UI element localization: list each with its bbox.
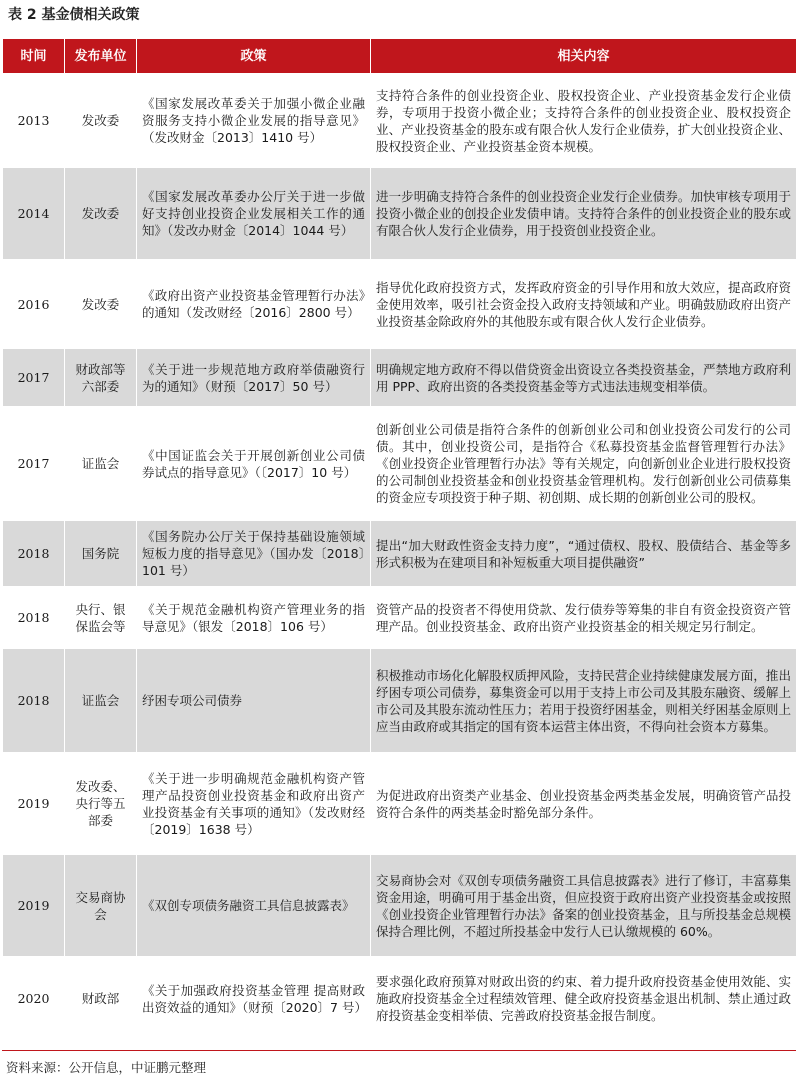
cell-issuer: 交易商协会	[65, 855, 137, 957]
cell-issuer: 发改委	[65, 168, 137, 260]
cell-content: 创新创业公司债是指符合条件的创新创业公司和创业投资公司发行的公司债。其中，创业投资公司，是指符合《私募投资基金监督管理暂行办法》《创业投资企业管理暂行办法》等有关规定，向创新创业企业进行股权投资的公司制创业投资基金和创业投资基金管理机构。发行创新创业公司债募集的资金应专项投资于种子期、初创期、成长期的创新创业公司的股权。	[371, 407, 797, 521]
cell-year: 2018	[3, 587, 65, 649]
table-row	[3, 168, 797, 260]
header-issuer: 发布单位	[65, 39, 137, 74]
cell-year: 2019	[3, 855, 65, 957]
cell-policy: 《政府出资产业投资基金管理暂行办法》的通知（发改财经〔2016〕2800 号）	[137, 260, 371, 349]
table-caption: 表 2 基金债相关政策	[8, 7, 140, 23]
cell-content: 进一步明确支持符合条件的创业投资企业发行企业债券。加快审核专项用于投资小微企业的创投企业发债申请。支持符合条件的创业投资企业的股东或有限合伙人发行企业债券，用于投资创业投资企业。	[371, 168, 797, 260]
cell-content: 积极推动市场化化解股权质押风险，支持民营企业持续健康发展方面，推出纾困专项公司债券，募集资金可以用于支持上市公司及其股东融资、缓解上市公司及其股东流动性压力；若用于投资纾困基金，则相关纾困基金原则上应当由政府或其指定的国有资本运营主体出资，不得向社会资本方募集。	[371, 649, 797, 753]
cell-policy: 《国务院办公厅关于保持基础设施领域短板力度的指导意见》（国办发〔2018〕101 号）	[137, 521, 371, 587]
cell-policy: 《中国证监会关于开展创新创业公司债券试点的指导意见》（〔2017〕10 号）	[137, 407, 371, 521]
cell-content: 要求强化政府预算对财政出资的约束、着力提升政府投资基金使用效能、实施政府投资基金全过程绩效管理、健全政府投资基金退出机制、禁止通过政府投资基金变相举债、完善政府投资基金报告制度。	[371, 957, 797, 1041]
cell-year: 2018	[3, 649, 65, 753]
cell-policy: 《关于加强政府投资基金管理 提高财政出资效益的通知》（财预〔2020〕7 号）	[137, 957, 371, 1041]
cell-year: 2019	[3, 753, 65, 855]
header-policy: 政策	[137, 39, 371, 74]
cell-policy: 《国家发展改革委办公厅关于进一步做好支持创业投资企业发展相关工作的通知》（发改办财金〔2014〕1044 号）	[137, 168, 371, 260]
table-row	[3, 753, 797, 855]
cell-year: 2017	[3, 349, 65, 407]
cell-issuer: 财政部等六部委	[65, 349, 137, 407]
cell-issuer: 国务院	[65, 521, 137, 587]
cell-content: 交易商协会对《双创专项债务融资工具信息披露表》进行了修订，丰富募集资金用途，明确可用于基金出资，但应投资于政府出资产业投资基金或按照《创业投资企业管理暂行办法》备案的创业投资基金，且与所投基金总规模保持合理比例，不超过所投基金中发行人已认缴规模的 60%。	[371, 855, 797, 957]
cell-year: 2013	[3, 74, 65, 168]
cell-content: 明确规定地方政府不得以借贷资金出资设立各类投资基金，严禁地方政府利用 PPP、政府出资的各类投资基金等方式违法违规变相举债。	[371, 349, 797, 407]
cell-year: 2014	[3, 168, 65, 260]
cell-policy: 《国家发展改革委关于加强小微企业融资服务支持小微企业发展的指导意见》（发改财金〔2013〕1410 号）	[137, 74, 371, 168]
cell-policy: 《关于规范金融机构资产管理业务的指导意见》（银发〔2018〕106 号）	[137, 587, 371, 649]
source-note: 资料来源：公开信息，中证鹏元整理	[6, 1060, 207, 1075]
cell-issuer: 发改委	[65, 260, 137, 349]
cell-year: 2018	[3, 521, 65, 587]
header-year: 时间	[3, 39, 65, 74]
table-row	[3, 74, 797, 168]
cell-year: 2020	[3, 957, 65, 1041]
table-row	[3, 587, 797, 649]
table-header-row	[3, 39, 797, 74]
cell-policy: 《关于进一步规范地方政府举债融资行为的通知》（财预〔2017〕50 号）	[137, 349, 371, 407]
cell-content: 支持符合条件的创业投资企业、股权投资企业、产业投资基金发行企业债券，专项用于投资小微企业；支持符合条件的创业投资企业、股权投资企业、产业投资基金的股东或有限合伙人发行企业债券，扩大创业投资企业、股权投资企业、产业投资基金资本规模。	[371, 74, 797, 168]
cell-issuer: 财政部	[65, 957, 137, 1041]
table-bottom-rule	[2, 1050, 796, 1051]
cell-year: 2017	[3, 407, 65, 521]
cell-content: 指导优化政府投资方式，发挥政府资金的引导作用和放大效应，提高政府资金使用效率，吸引社会资金投入政府支持领域和产业。明确鼓励政府出资产业投资基金除政府外的其他股东或有限合伙人发行企业债券。	[371, 260, 797, 349]
table-row	[3, 521, 797, 587]
table-row	[3, 407, 797, 521]
cell-year: 2016	[3, 260, 65, 349]
cell-content: 资管产品的投资者不得使用贷款、发行债券等筹集的非自有资金投资资产管理产品。创业投资基金、政府出资产业投资基金的相关规定另行制定。	[371, 587, 797, 649]
table-row	[3, 957, 797, 1041]
table-row	[3, 349, 797, 407]
cell-policy: 纾困专项公司债券	[137, 649, 371, 753]
header-content: 相关内容	[371, 39, 797, 74]
table-row	[3, 649, 797, 753]
cell-issuer: 发改委	[65, 74, 137, 168]
cell-issuer: 证监会	[65, 407, 137, 521]
cell-content: 为促进政府出资类产业基金、创业投资基金两类基金发展，明确资管产品投资符合条件的两类基金时豁免部分条件。	[371, 753, 797, 855]
cell-policy: 《双创专项债务融资工具信息披露表》	[137, 855, 371, 957]
policy-table	[2, 38, 797, 1041]
table-row	[3, 855, 797, 957]
cell-policy: 《关于进一步明确规范金融机构资产管理产品投资创业投资基金和政府出资产业投资基金有关事项的通知》（发改财经〔2019〕1638 号）	[137, 753, 371, 855]
table-row	[3, 260, 797, 349]
cell-issuer: 发改委、央行等五部委	[65, 753, 137, 855]
cell-issuer: 央行、银保监会等	[65, 587, 137, 649]
cell-content: 提出“加大财政性资金支持力度”，“通过债权、股权、股债结合、基金等多形式积极为在建项目和补短板重大项目提供融资”	[371, 521, 797, 587]
cell-issuer: 证监会	[65, 649, 137, 753]
